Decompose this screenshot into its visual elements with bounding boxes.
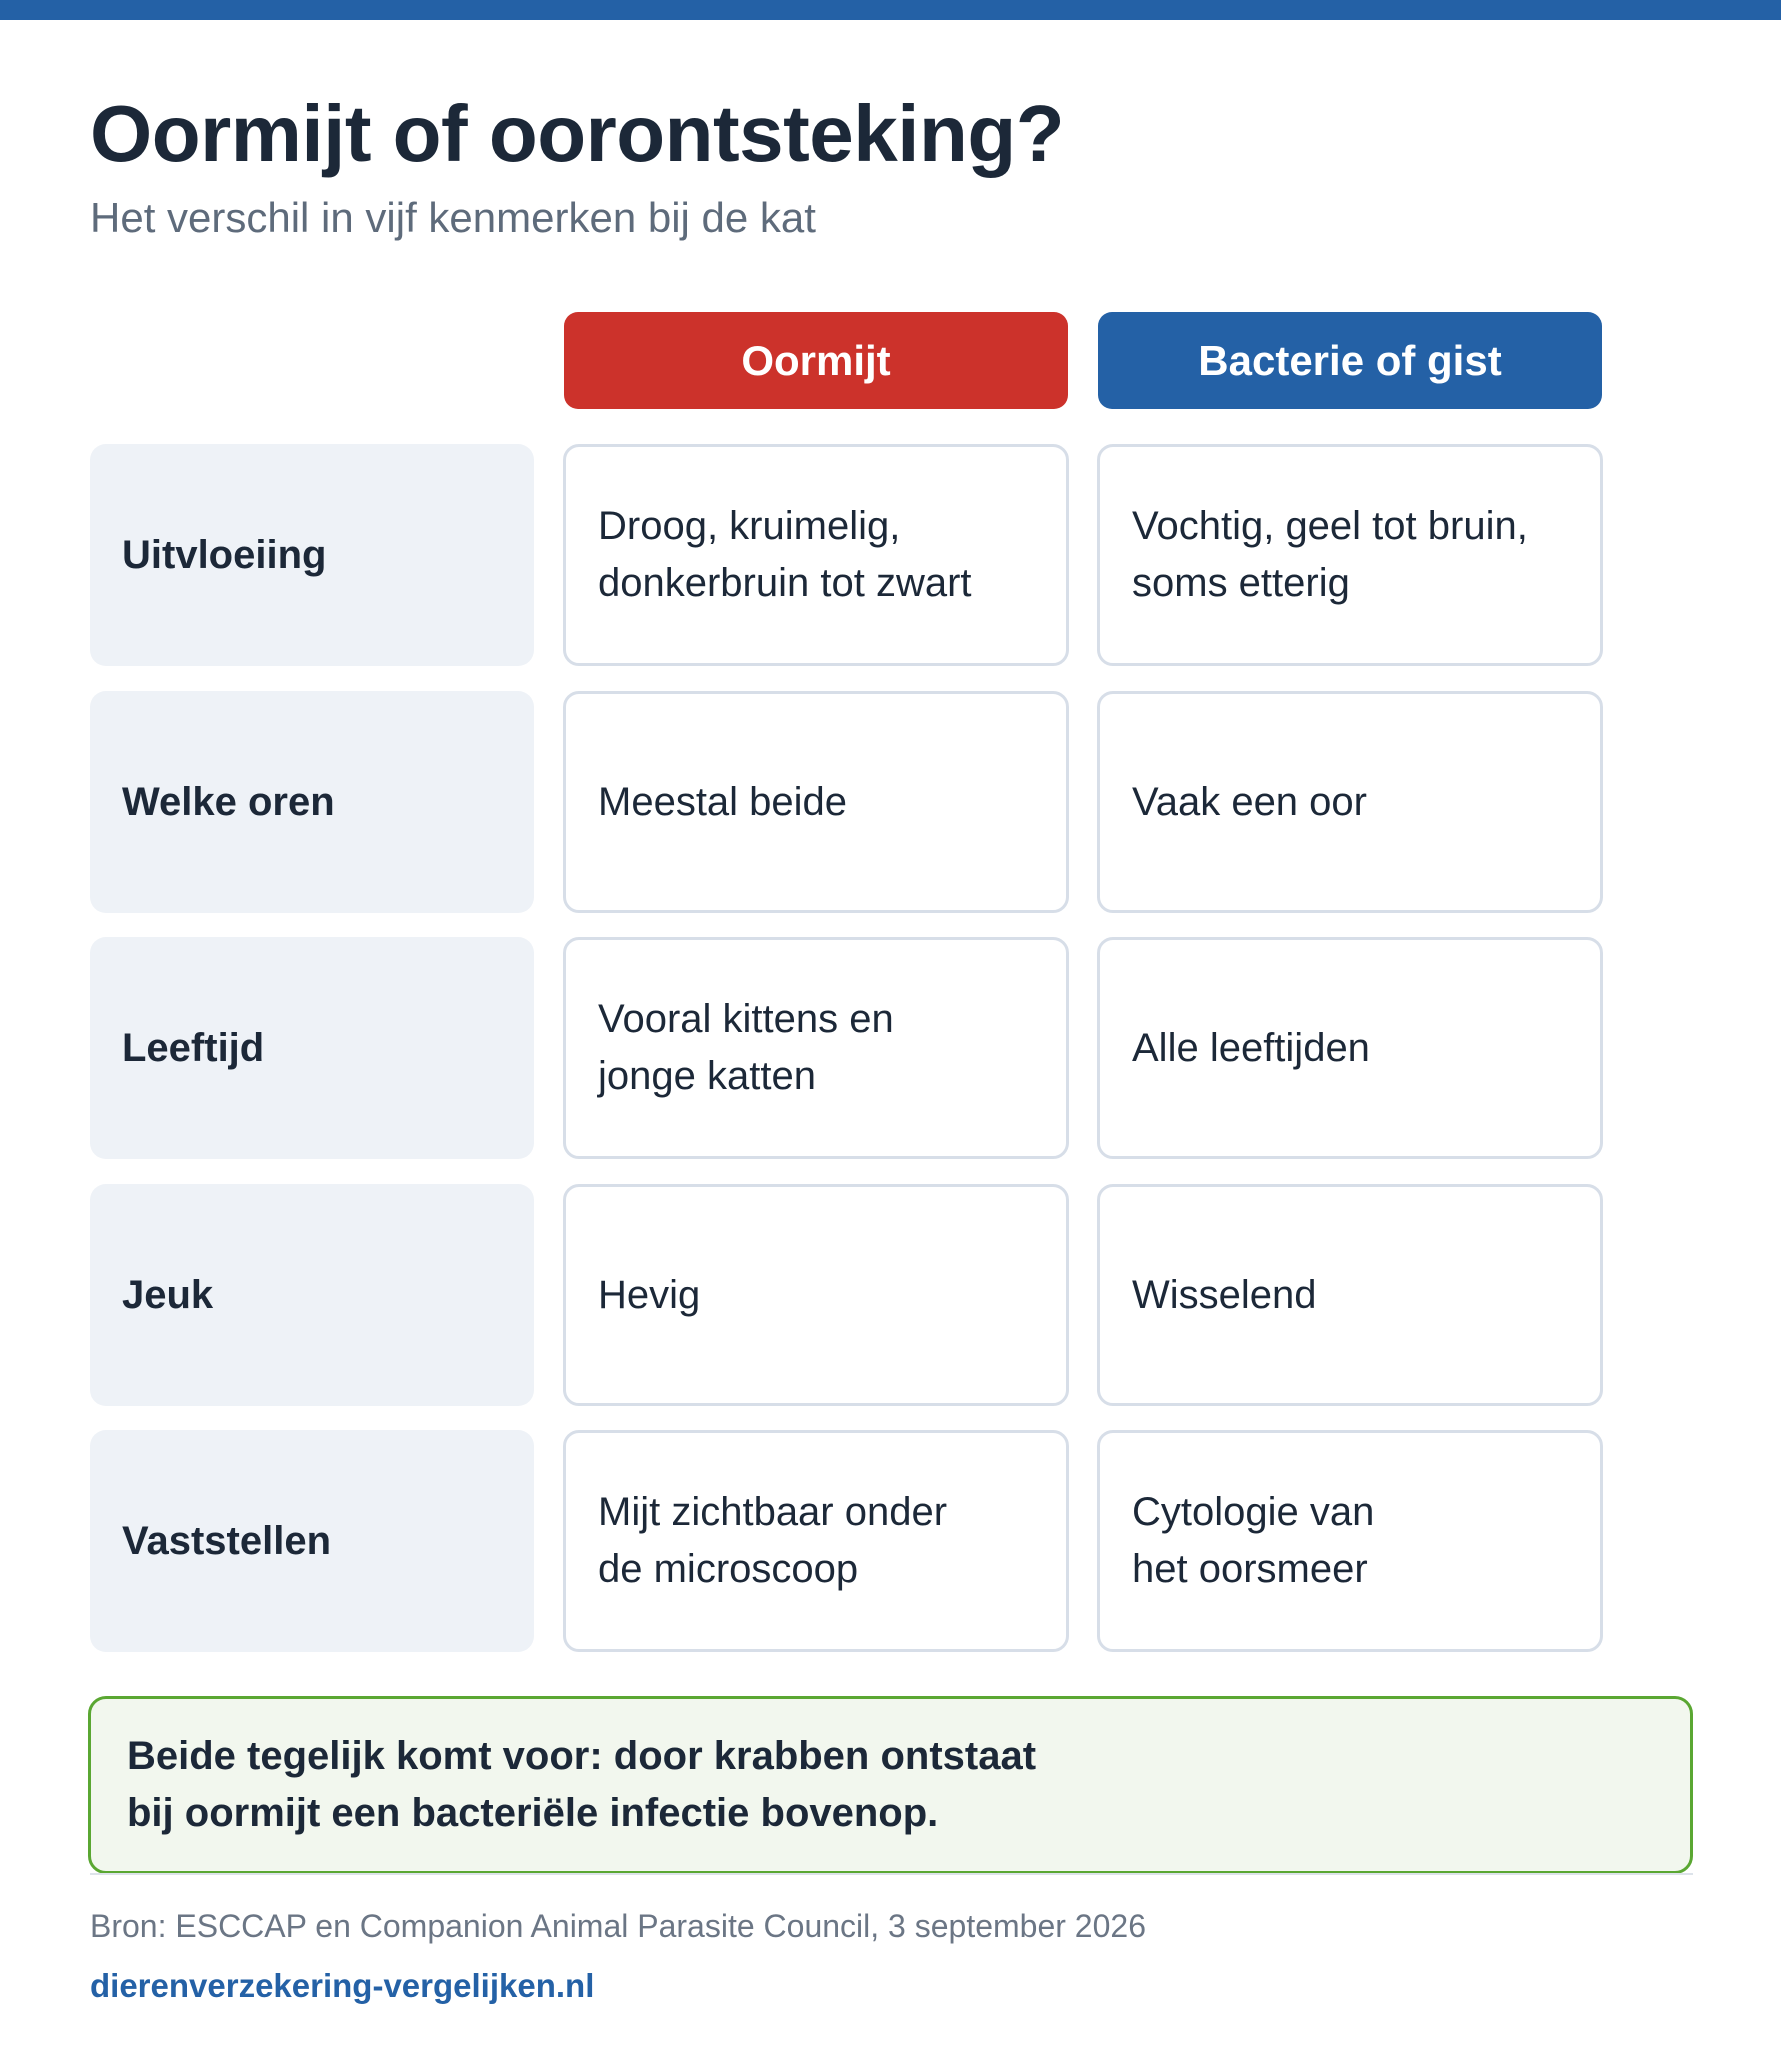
bacterie-cell: Alle leeftijden: [1097, 937, 1603, 1159]
comparison-row: [0, 1184, 1781, 1406]
oormijt-cell: Meestal beide: [563, 691, 1069, 913]
bacterie-cell: Cytologie van het oorsmeer: [1097, 1430, 1603, 1652]
row-label: Welke oren: [90, 691, 534, 913]
row-label: Uitvloeiing: [90, 444, 534, 666]
source-credit: Bron: ESCCAP en Companion Animal Parasite Council, 3 september 2026: [90, 1908, 1146, 1944]
bacterie-cell: Vochtig, geel tot bruin, soms etterig: [1097, 444, 1603, 666]
comparison-row: [0, 937, 1781, 1159]
row-label: Jeuk: [90, 1184, 534, 1406]
column-header-bacterie: Bacterie of gist: [1098, 312, 1602, 409]
comparison-row: [0, 444, 1781, 666]
page-subtitle: Het verschil in vijf kenmerken bij de kat: [90, 194, 816, 241]
column-header-oormijt: Oormijt: [564, 312, 1068, 409]
callout-note: Beide tegelijk komt voor: door krabben ontstaat bij oormijt een bacteriële infectie bovenop.: [88, 1696, 1693, 1874]
page-title: Oormijt of oorontsteking?: [90, 89, 1065, 178]
oormijt-cell: Vooral kittens en jonge katten: [563, 937, 1069, 1159]
oormijt-cell: Droog, kruimelig, donkerbruin tot zwart: [563, 444, 1069, 666]
bacterie-cell: Vaak een oor: [1097, 691, 1603, 913]
oormijt-cell: Hevig: [563, 1184, 1069, 1406]
website-link[interactable]: dierenverzekering-vergelijken.nl: [90, 1967, 595, 2004]
row-label: Vaststellen: [90, 1430, 534, 1652]
row-label: Leeftijd: [90, 937, 534, 1159]
comparison-row: [0, 691, 1781, 913]
top-accent-bar: [0, 0, 1781, 20]
footer-divider: [90, 1873, 1693, 1875]
oormijt-cell: Mijt zichtbaar onder de microscoop: [563, 1430, 1069, 1652]
comparison-row: [0, 1430, 1781, 1652]
bacterie-cell: Wisselend: [1097, 1184, 1603, 1406]
